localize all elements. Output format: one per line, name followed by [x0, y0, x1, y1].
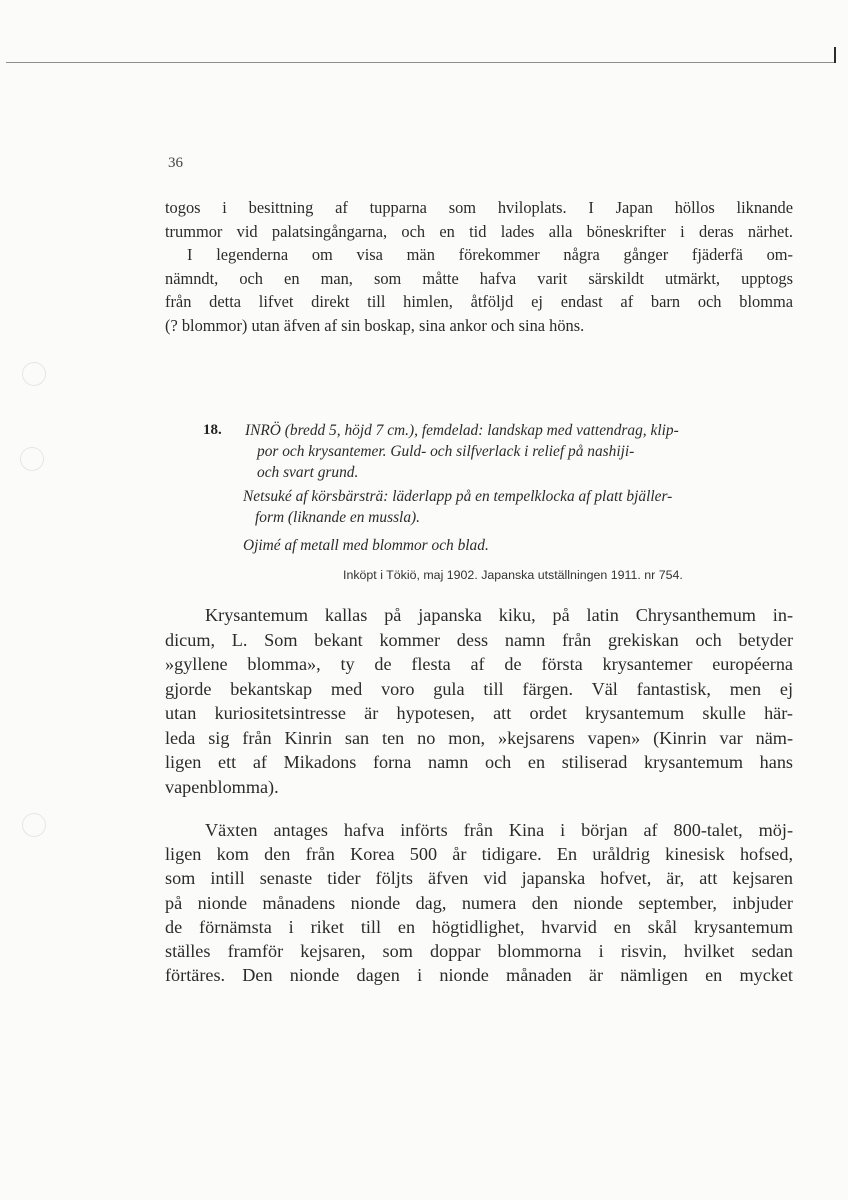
top-rule-end-mark [834, 47, 836, 63]
text-line: togos i besittning af tupparna som hviloplats. I Japan höllos liknande [165, 198, 793, 217]
catalog-line: Netsuké af körsbärsträ: läderlapp på en tempelklocka af platt bjäller- [243, 488, 673, 505]
page-number: 36 [168, 155, 183, 171]
catalog-line: por och krysantemer. Guld- och silfverlack i relief på nashiji- [257, 443, 635, 460]
text-line: nämndt, och en man, som måtte hafva varit särskildt utmärkt, upptogs [165, 268, 793, 288]
paragraph-2 [165, 603, 793, 799]
text-line: förtäres. Den nionde dagen i nionde månaden är nämligen en mycket [165, 965, 793, 986]
text-line: »gyllene blomma», ty de flesta af de första krysantemer européerna [165, 654, 793, 674]
text-line: Krysantemum kallas på japanska kiku, på latin Chrysanthemum in- [205, 605, 793, 625]
text-line: gjorde bekantskap med voro gula till färgen. Väl fantastisk, men ej [165, 678, 793, 699]
paragraph-1 [165, 196, 793, 338]
catalog-number: 18. [203, 422, 222, 438]
catalog-item-inro [245, 420, 679, 483]
text-line: Växten antages hafva införts från Kina i början af 800-talet, möj- [205, 820, 793, 840]
text-line: de förnämsta i riket till en högtidlighet, hvarvid en skål krysantemum [165, 916, 793, 937]
text-line: ställes framför kejsaren, som doppar blommorna i risvin, hvilket sedan [165, 941, 793, 962]
text-line: dicum, L. Som bekant kommer dess namn från grekiskan och betyder [165, 629, 793, 650]
text-line: (? blommor) utan äfven af sin boskap, sina ankor och sina höns. [165, 315, 585, 335]
top-rule-divider [6, 62, 836, 63]
binding-hole-mark [22, 813, 46, 837]
catalog-line: Ojimé af metall med blommor och blad. [243, 537, 489, 554]
paragraph-3 [165, 818, 793, 987]
catalog-item-netsuke [243, 486, 672, 528]
text-line: ligen kom den från Korea 500 år tidigare. En uråldrig kinesisk hofsed, [165, 844, 793, 865]
text-line: leda sig från Kinrin san ten no mon, »kejsarens vapen» (Kinrin var näm- [165, 727, 793, 748]
text-line: ligen ett af Mikadons forna namn och en stiliserad krysantemum hans [165, 752, 793, 772]
text-line: från detta lifvet direkt till himlen, åtföljd ej endast af barn och blomma [165, 292, 793, 312]
text-line: I legenderna om visa män förekommer några gånger fjäderfä om- [187, 245, 793, 265]
text-line: utan kuriositetsintresse är hypotesen, att ordet krysantemum skulle här- [165, 703, 793, 723]
binding-hole-mark [20, 447, 44, 471]
text-line: på nionde månadens nionde dag, numera den nionde september, inbjuder [165, 892, 793, 913]
text-line: vapenblomma). [165, 776, 279, 797]
binding-hole-mark [22, 362, 46, 386]
acquisition-note: Inköpt i Tökiö, maj 1902. Japanska utställningen 1911. nr 754. [343, 568, 683, 582]
catalog-line: och svart grund. [257, 464, 359, 481]
text-line: som intill senaste tider följts äfven vid japanska hofvet, är, att kejsaren [165, 868, 793, 889]
catalog-line: INRÖ (bredd 5, höjd 7 cm.), femdelad: landskap med vattendrag, klip- [245, 422, 679, 439]
text-line: trummor vid palatsingångarna, och en tid lades alla böneskrifter i deras närhet. [165, 221, 793, 241]
catalog-line: form (liknande en mussla). [255, 509, 420, 526]
catalog-item-ojime [243, 535, 489, 556]
